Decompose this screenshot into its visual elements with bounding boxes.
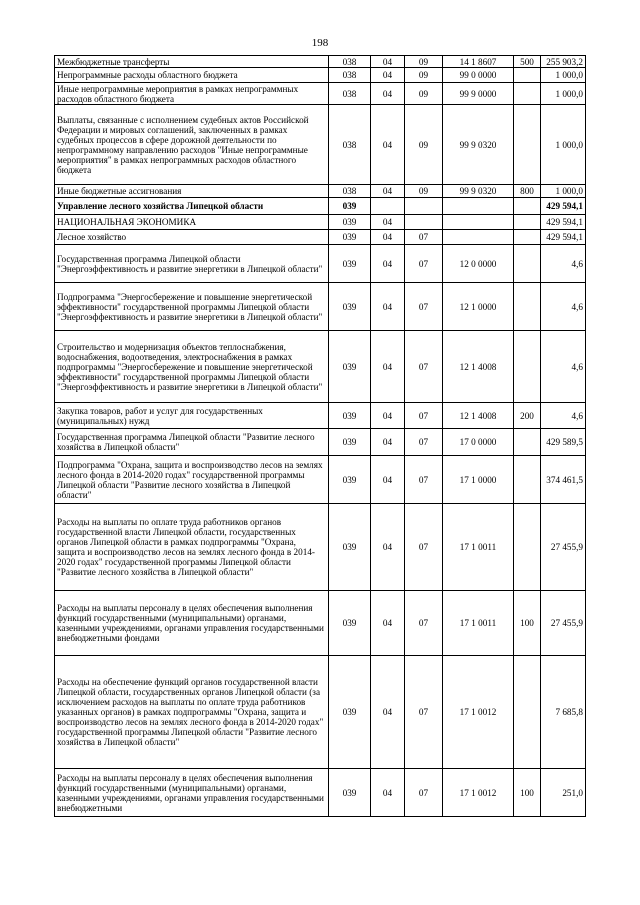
subsection-code-cell: 07 xyxy=(405,456,443,504)
subsection-code-cell: 07 xyxy=(405,245,443,283)
row-name-cell: Расходы на выплаты персоналу в целях обеспечения выполнения функций государственными (муниципальными) органами, казенными учреждениями, органами управления государственными внебюджетными фондами xyxy=(55,591,329,656)
table-row xyxy=(55,230,586,245)
ministry-code-cell: 039 xyxy=(329,331,371,403)
ministry-code-cell: 039 xyxy=(329,769,371,817)
expense-type-cell xyxy=(514,198,541,215)
ministry-code-cell: 039 xyxy=(329,403,371,429)
amount-cell: 4,6 xyxy=(541,283,586,331)
row-name-cell: НАЦИОНАЛЬНАЯ ЭКОНОМИКА xyxy=(55,215,329,230)
target-article-cell: 17 0 0000 xyxy=(443,429,514,456)
table-row xyxy=(55,83,586,105)
amount-cell: 1 000,0 xyxy=(541,68,586,83)
section-code-cell: 04 xyxy=(371,105,405,185)
ministry-code-cell: 039 xyxy=(329,215,371,230)
target-article-cell: 99 9 0320 xyxy=(443,185,514,198)
target-article-cell: 12 1 4008 xyxy=(443,331,514,403)
target-article-cell: 17 1 0011 xyxy=(443,504,514,591)
amount-cell: 7 685,8 xyxy=(541,656,586,769)
row-name-cell: Закупка товаров, работ и услуг для государственных (муниципальных) нужд xyxy=(55,403,329,429)
section-code-cell: 04 xyxy=(371,245,405,283)
subsection-code-cell: 09 xyxy=(405,56,443,68)
ministry-code-cell: 039 xyxy=(329,591,371,656)
row-name-cell: Непрограммные расходы областного бюджета xyxy=(55,68,329,83)
amount-cell: 1 000,0 xyxy=(541,185,586,198)
section-code-cell: 04 xyxy=(371,215,405,230)
amount-cell: 255 903,2 xyxy=(541,56,586,68)
expense-type-cell xyxy=(514,283,541,331)
table-row xyxy=(55,331,586,403)
expense-type-cell xyxy=(514,331,541,403)
table-row xyxy=(55,769,586,817)
expense-type-cell xyxy=(514,504,541,591)
amount-cell: 4,6 xyxy=(541,331,586,403)
expense-type-cell xyxy=(514,83,541,105)
subsection-code-cell: 07 xyxy=(405,283,443,331)
section-code-cell: 04 xyxy=(371,230,405,245)
target-article-cell: 17 1 0011 xyxy=(443,591,514,656)
section-code-cell: 04 xyxy=(371,185,405,198)
page-number: 198 xyxy=(311,37,329,49)
target-article-cell: 99 9 0000 xyxy=(443,83,514,105)
row-name-cell: Межбюджетные трансферты xyxy=(55,56,329,68)
target-article-cell: 17 1 0012 xyxy=(443,769,514,817)
section-code-cell: 04 xyxy=(371,403,405,429)
target-article-cell xyxy=(443,215,514,230)
ministry-code-cell: 038 xyxy=(329,68,371,83)
amount-cell: 27 455,9 xyxy=(541,504,586,591)
row-name-cell: Расходы на выплаты по оплате труда работников органов государственной власти Липецкой области, государственных органов Липецкой области в рамках подпрограммы "Охрана, защита и воспроизводство лесов на землях лесного фонда в 2014-2020 годах" государственной программы Липецкой области "Развитие лесного хозяйства в Липецкой области" xyxy=(55,504,329,591)
row-name-cell: Государственная программа Липецкой области "Энергоэффективность и развитие энергетики в Липецкой области" xyxy=(55,245,329,283)
ministry-code-cell: 039 xyxy=(329,230,371,245)
subsection-code-cell: 07 xyxy=(405,769,443,817)
target-article-cell: 99 9 0320 xyxy=(443,105,514,185)
table-row xyxy=(55,68,586,83)
amount-cell: 374 461,5 xyxy=(541,456,586,504)
subsection-code-cell: 07 xyxy=(405,656,443,769)
row-name-cell: Строительство и модернизация объектов теплоснабжения, водоснабжения, водоотведения, электроснабжения в рамках подпрограммы "Энергосбережение и повышение энергетической эффективности" государственной программы Липецкой области "Энергоэффективность и развитие энергетики в Липецкой области" xyxy=(55,331,329,403)
section-code-cell: 04 xyxy=(371,283,405,331)
target-article-cell xyxy=(443,198,514,215)
amount-cell: 27 455,9 xyxy=(541,591,586,656)
ministry-code-cell: 039 xyxy=(329,504,371,591)
expense-type-cell xyxy=(514,656,541,769)
subsection-code-cell: 07 xyxy=(405,331,443,403)
target-article-cell: 12 1 0000 xyxy=(443,283,514,331)
amount-cell: 429 589,5 xyxy=(541,429,586,456)
table-row xyxy=(55,198,586,215)
expense-type-cell: 100 xyxy=(514,591,541,656)
row-name-cell: Расходы на обеспечение функций органов государственной власти Липецкой области, государственных органов Липецкой области (за исключением расходов на выплаты по оплате труда работников указанных органов) в рамках подпрограммы "Охрана, защита и воспроизводство лесов на землях лесного фонда в 2014-2020 годах" государственной программы Липецкой области "Развитие лесного хозяйства в Липецкой области" xyxy=(55,656,329,769)
ministry-code-cell: 039 xyxy=(329,245,371,283)
expense-type-cell xyxy=(514,215,541,230)
subsection-code-cell xyxy=(405,198,443,215)
row-name-cell: Лесное хозяйство xyxy=(55,230,329,245)
section-code-cell: 04 xyxy=(371,769,405,817)
target-article-cell xyxy=(443,230,514,245)
subsection-code-cell: 09 xyxy=(405,83,443,105)
table-row xyxy=(55,403,586,429)
ministry-code-cell: 038 xyxy=(329,56,371,68)
expense-type-cell: 800 xyxy=(514,185,541,198)
table-row xyxy=(55,656,586,769)
subsection-code-cell: 09 xyxy=(405,68,443,83)
subsection-code-cell: 07 xyxy=(405,504,443,591)
section-code-cell: 04 xyxy=(371,429,405,456)
subsection-code-cell: 07 xyxy=(405,403,443,429)
ministry-code-cell: 039 xyxy=(329,283,371,331)
amount-cell: 251,0 xyxy=(541,769,586,817)
ministry-code-cell: 039 xyxy=(329,656,371,769)
section-code-cell: 04 xyxy=(371,56,405,68)
section-code-cell: 04 xyxy=(371,504,405,591)
expense-type-cell xyxy=(514,105,541,185)
amount-cell: 1 000,0 xyxy=(541,105,586,185)
target-article-cell: 14 1 8607 xyxy=(443,56,514,68)
row-name-cell: Управление лесного хозяйства Липецкой области xyxy=(55,198,329,215)
row-name-cell: Государственная программа Липецкой области "Развитие лесного хозяйства в Липецкой области" xyxy=(55,429,329,456)
expense-type-cell: 500 xyxy=(514,56,541,68)
ministry-code-cell: 039 xyxy=(329,429,371,456)
target-article-cell: 12 0 0000 xyxy=(443,245,514,283)
expense-type-cell xyxy=(514,68,541,83)
row-name-cell: Иные непрограммные мероприятия в рамках непрограммных расходов областного бюджета xyxy=(55,83,329,105)
amount-cell: 429 594,1 xyxy=(541,215,586,230)
section-code-cell: 04 xyxy=(371,331,405,403)
expense-type-cell xyxy=(514,429,541,456)
section-code-cell: 04 xyxy=(371,591,405,656)
row-name-cell: Подпрограмма "Энергосбережение и повышение энергетической эффективности" государственной программы Липецкой области "Энергоэффективность и развитие энергетики в Липецкой области" xyxy=(55,283,329,331)
budget-table-body xyxy=(55,56,586,817)
amount-cell: 4,6 xyxy=(541,403,586,429)
amount-cell: 4,6 xyxy=(541,245,586,283)
table-row xyxy=(55,283,586,331)
amount-cell: 1 000,0 xyxy=(541,83,586,105)
subsection-code-cell: 07 xyxy=(405,591,443,656)
table-row xyxy=(55,429,586,456)
expense-type-cell xyxy=(514,245,541,283)
target-article-cell: 99 0 0000 xyxy=(443,68,514,83)
row-name-cell: Иные бюджетные ассигнования xyxy=(55,185,329,198)
ministry-code-cell: 039 xyxy=(329,456,371,504)
row-name-cell: Выплаты, связанные с исполнением судебных актов Российской Федерации и мировых соглашений, заключенных в рамках судебных процессов в сфере дорожной деятельности по непрограммному направлению расходов "Иные непрограммные мероприятия" в рамках непрограммных расходов областного бюджета xyxy=(55,105,329,185)
subsection-code-cell: 07 xyxy=(405,429,443,456)
row-name-cell: Расходы на выплаты персоналу в целях обеспечения выполнения функций государственными (муниципальными) органами, казенными учреждениями, органами управления государственными внебюджетными xyxy=(55,769,329,817)
table-row xyxy=(55,591,586,656)
section-code-cell: 04 xyxy=(371,83,405,105)
table-row xyxy=(55,105,586,185)
budget-table xyxy=(54,55,586,817)
ministry-code-cell: 038 xyxy=(329,105,371,185)
table-row xyxy=(55,185,586,198)
amount-cell: 429 594,1 xyxy=(541,230,586,245)
row-name-cell: Подпрограмма "Охрана, защита и воспроизводство лесов на землях лесного фонда в 2014-2020 годах" государственной программы Липецкой области "Развитие лесного хозяйства в Липецкой области" xyxy=(55,456,329,504)
amount-cell: 429 594,1 xyxy=(541,198,586,215)
table-row xyxy=(55,504,586,591)
expense-type-cell xyxy=(514,230,541,245)
table-row xyxy=(55,56,586,68)
section-code-cell: 04 xyxy=(371,456,405,504)
expense-type-cell xyxy=(514,456,541,504)
section-code-cell xyxy=(371,198,405,215)
subsection-code-cell: 07 xyxy=(405,230,443,245)
ministry-code-cell: 038 xyxy=(329,83,371,105)
expense-type-cell: 100 xyxy=(514,769,541,817)
ministry-code-cell: 038 xyxy=(329,185,371,198)
table-row xyxy=(55,245,586,283)
section-code-cell: 04 xyxy=(371,68,405,83)
section-code-cell: 04 xyxy=(371,656,405,769)
table-row xyxy=(55,215,586,230)
table-row xyxy=(55,456,586,504)
target-article-cell: 17 1 0012 xyxy=(443,656,514,769)
subsection-code-cell: 09 xyxy=(405,185,443,198)
target-article-cell: 12 1 4008 xyxy=(443,403,514,429)
ministry-code-cell: 039 xyxy=(329,198,371,215)
subsection-code-cell: 09 xyxy=(405,105,443,185)
target-article-cell: 17 1 0000 xyxy=(443,456,514,504)
expense-type-cell: 200 xyxy=(514,403,541,429)
subsection-code-cell xyxy=(405,215,443,230)
